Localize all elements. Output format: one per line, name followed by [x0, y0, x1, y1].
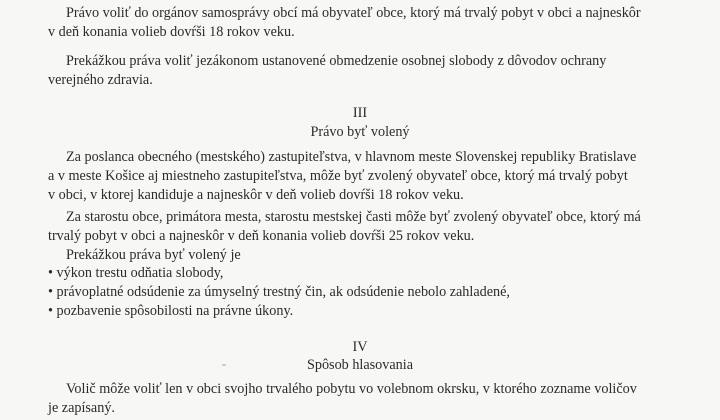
- paragraph-mayor-eligibility: [48, 208, 670, 246]
- text-line: v obci, v ktorej kandiduje a najneskôr v deň volieb dovŕši 18 rokov veku.: [48, 187, 464, 203]
- section-title-voting-method: Spôsob hlasovania: [306, 357, 413, 373]
- text-line: v deň konania volieb dovŕši 18 rokov veku.: [48, 24, 295, 40]
- obstacle-list: [48, 264, 648, 321]
- list-item: • právoplatné odsúdenie za úmyselný trestný čin, ak odsúdenie nebolo zahladené,: [48, 284, 510, 300]
- text-line: Prekážkou práva byť volený je: [66, 247, 241, 263]
- paragraph-candidacy-obstacle: [48, 246, 670, 265]
- text-line: je zapísaný.: [48, 400, 115, 416]
- section-number-iii: III: [352, 105, 368, 121]
- scan-mark: [222, 364, 226, 366]
- text-line: Za poslanca obecného (mestského) zastupiteľstva, v hlavnom meste Slovenskej republiky Bratislave: [66, 149, 637, 165]
- paragraph-right-to-vote: [48, 4, 670, 42]
- section-title-right-to-be-elected: Právo byť volený: [310, 124, 410, 140]
- text-line: verejného zdravia.: [48, 72, 153, 88]
- text-line: Prekážkou práva voliť jezákonom ustanovené obmedzenie osobnej slobody z dôvodov ochrany: [66, 53, 607, 69]
- list-item: • výkon trestu odňatia slobody,: [48, 265, 224, 281]
- text-line: Volič môže voliť len v obci svojho trvalého pobytu vo volebnom okrsku, v ktorého zozname voličov: [66, 381, 637, 397]
- section-number-iv: IV: [352, 339, 368, 355]
- paragraph-councillor-eligibility: [48, 148, 670, 205]
- paragraph-voting-place: [48, 380, 670, 418]
- list-item: • pozbavenie spôsobilosti na právne úkony.: [48, 303, 294, 319]
- text-line: trvalý pobyt v obci a najneskôr v deň konania volieb dovŕši 25 rokov veku.: [48, 228, 475, 244]
- paragraph-vote-obstacle: [48, 52, 670, 90]
- text-line: Právo voliť do orgánov samosprávy obcí má obyvateľ obce, ktorý má trvalý pobyt v obci a najneskôr: [66, 5, 641, 21]
- text-line: Za starostu obce, primátora mesta, starostu mestskej časti môže byť zvolený obyvateľ obce, ktorý má: [66, 209, 641, 225]
- text-line: a v meste Košice aj miestneho zastupiteľstva, môže byť zvolený obyvateľ obce, ktorý má trvalý pobyt: [48, 168, 628, 184]
